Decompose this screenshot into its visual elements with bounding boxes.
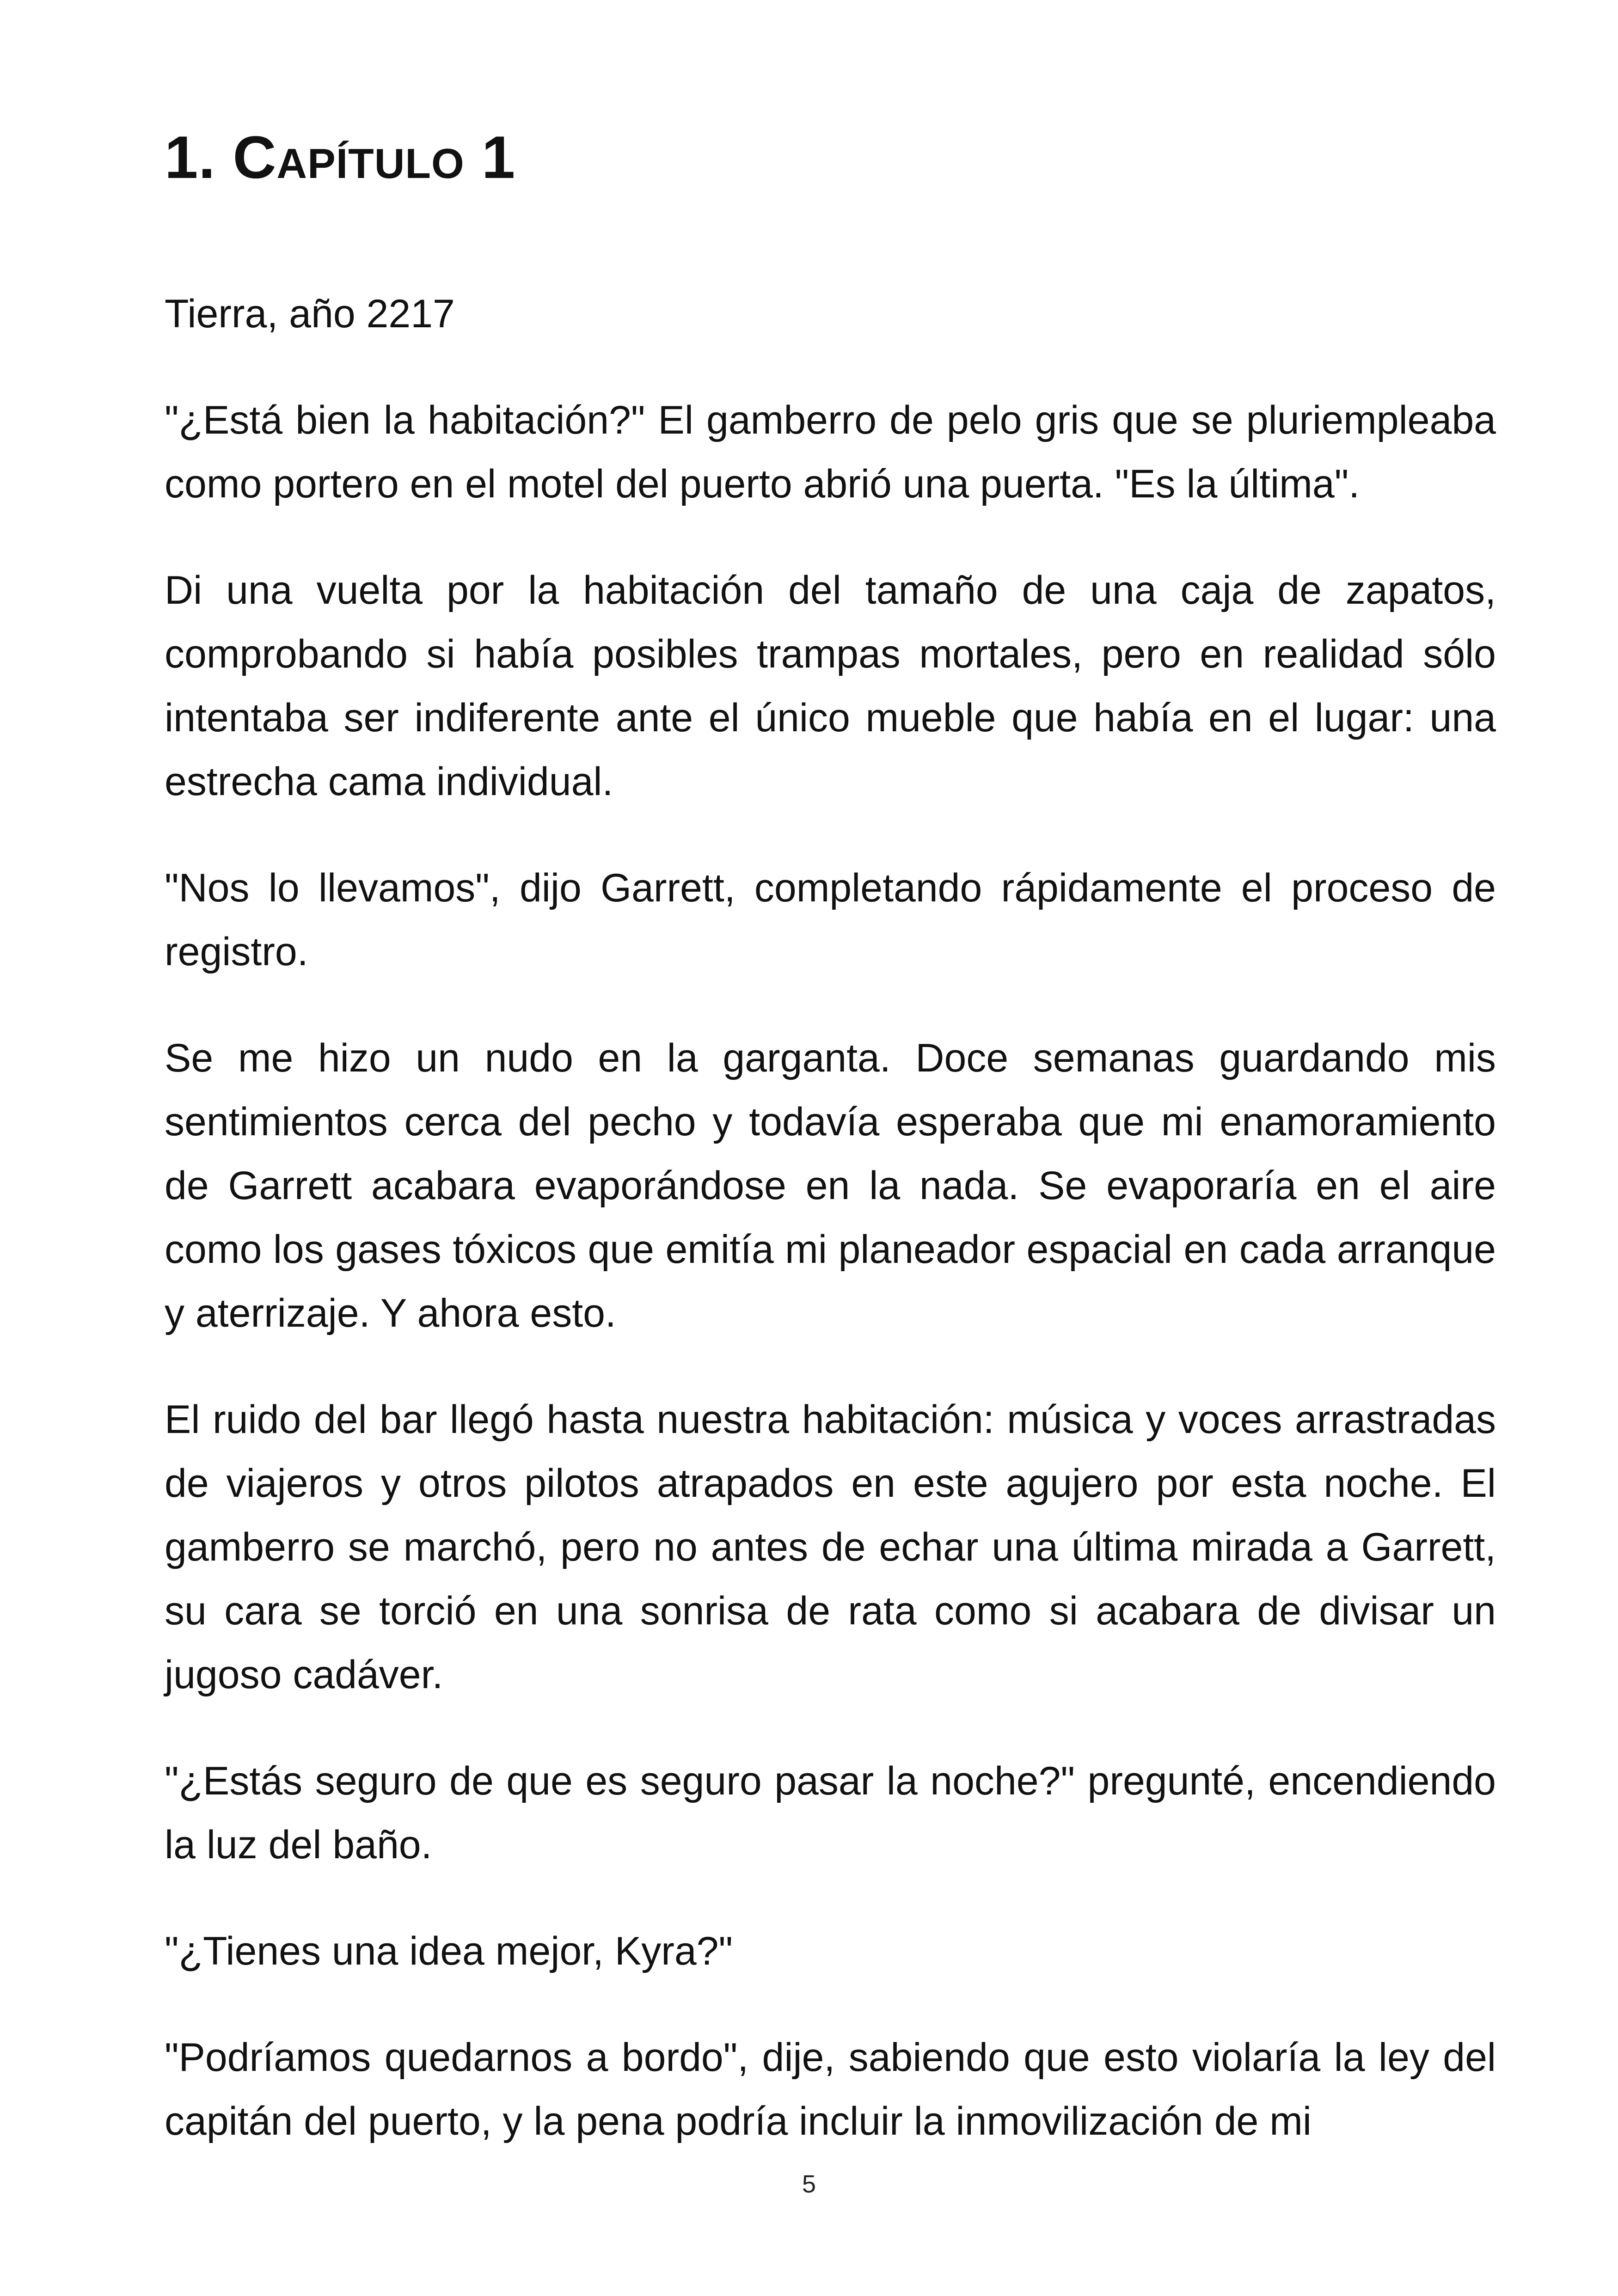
chapter-number: 1. [165,123,216,191]
paragraph: "Nos lo llevamos", dijo Garrett, completando rápidamente el proceso de registro. [165,866,1496,974]
paragraph: "¿Estás seguro de que es seguro pasar la noche?" pregunté, encendiendo la luz del baño. [165,1759,1496,1867]
paragraph: El ruido del bar llegó hasta nuestra habitación: música y voces arrastradas de viajeros y otros pilotos atrapados en este agujero por esta noche. El gamberro se marchó, pero no antes de echar una última mirada a Garrett, su cara se torció en una sonrisa de rata como si acabara de divisar un jugoso cadáver. [165,1397,1496,1697]
chapter-title: Capítulo 1 [233,123,516,191]
place-date-line: Tierra, año 2217 [165,292,455,336]
page-number: 5 [802,2170,816,2198]
paragraph: "Podríamos quedarnos a bordo", dije, sabiendo que esto violaría la ley del capitán del puerto, y la pena podría incluir la inmovilización de mi [165,2035,1496,2143]
paragraph: "¿Tienes una idea mejor, Kyra?" [165,1929,733,1973]
paragraph: Se me hizo un nudo en la garganta. Doce semanas guardando mis sentimientos cerca del pecho y todavía esperaba que mi enamoramiento de Garrett acabara evaporándose en la nada. Se evaporaría en el aire como los gases tóxicos que emitía mi planeador espacial en cada arranque y aterrizaje. Y ahora esto. [165,1036,1496,1335]
page-content [165,116,1496,2196]
chapter-heading [165,116,1496,199]
paragraph: "¿Está bien la habitación?" El gamberro de pelo gris que se pluriempleaba como portero en el motel del puerto abrió una puerta. "Es la última". [165,398,1496,506]
paragraph: Di una vuelta por la habitación del tamaño de una caja de zapatos, comprobando si había posibles trampas mortales, pero en realidad sólo intentaba ser indiferente ante el único mueble que había en el lugar: una estrecha cama individual. [165,568,1496,804]
